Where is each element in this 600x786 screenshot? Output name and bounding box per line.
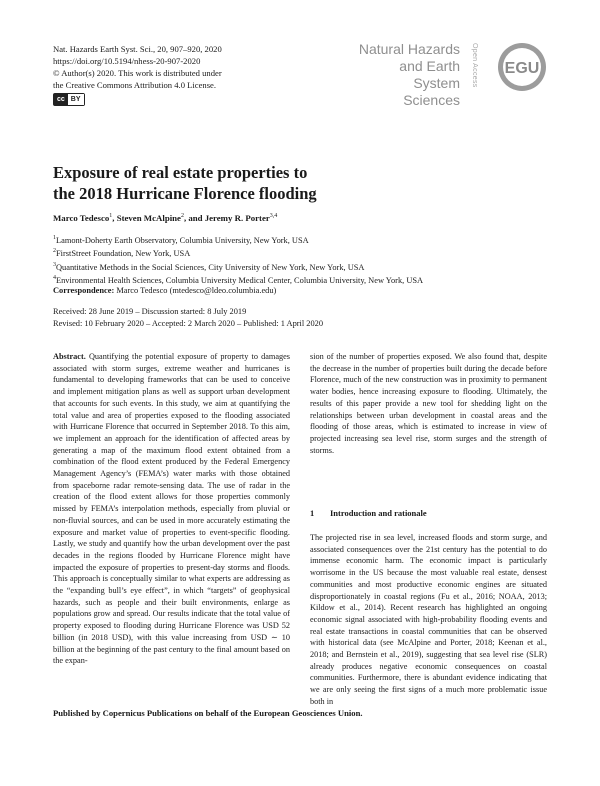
journal-logo (350, 37, 555, 112)
cc-by-badge[interactable] (53, 93, 85, 106)
abstract-text: Quantifying the potential exposure of property to damages associated with storm surges, extreme weather and hurricanes is fundamental to developing frameworks that can be used to conceive and implement mitigation plans as well as support urban development that accounts for such events. In this study, we aim at quantifying the total value and area of properties exposed to the flooding associated with Hurricane Florence that occurred in September 2018. To this aim, we implement an approach for the identification of affected areas by generating a map of the maximum flood extent obtained from a combination of the flood extent produced by the Federal Emergency Management Agency’s (FEMA’s) water marks with those obtained from spaceborne radar remote-sensing data. The use of radar in the creation of the flood extent allows for those properties commonly missed by FEMA’s interpolation methods, especially from pluvial or non-fluvial sources, and can be used in more accurately estimating the exposure and market value of properties to event-specific flooding. Lastly, we study and quantify how the urban development over the past decades in the regions flooded by Hurricane Florence might have impacted the exposure of properties to present-day storms and floods. This approach is conceptually similar to what experts are addressing as the “expanding bull’s eye effect”, in which “targets” of geophysical hazards, such as people and their built environments, enlarge as populations grow and spread. Our results indicate that the total value of property exposed to flooding during Hurricane Florence was USD 52 billion (in 2018 USD), with this value increasing from USD ∼ 10 billion at the beginning of the past century to the final amount based on the expan- (53, 352, 291, 666)
author-separator: , (112, 213, 117, 223)
copyright-line: © Author(s) 2020. This work is distributed under (53, 68, 222, 78)
license-line: the Creative Commons Attribution 4.0 License. (53, 80, 217, 90)
cc-badge-right: BY (68, 94, 84, 105)
author-name: Marco Tedesco (53, 213, 110, 223)
open-access-label: Open Access (471, 43, 478, 88)
doi-link[interactable]: https://doi.org/10.5194/nhess-20-907-2020 (53, 56, 201, 66)
publication-dates (53, 306, 323, 330)
author-affil-ref: 1 (109, 213, 113, 220)
affiliation-item: $^1$Lamont-Doherty Earth Observatory, Columbia University, New York, USA (53, 235, 309, 245)
section-heading (310, 508, 427, 518)
cc-badge-left: cc (54, 94, 68, 105)
abstract-label: Abstract. (53, 352, 86, 361)
author-affil-ref: 3,4 (269, 213, 278, 220)
logo-text (350, 41, 460, 109)
journal-header (53, 43, 222, 106)
affiliation-list (53, 233, 423, 287)
correspondence-label: Correspondence: (53, 286, 115, 295)
section-title: Introduction and rationale (330, 508, 427, 518)
author-name: Jeremy R. Porter (204, 213, 270, 223)
affiliation-item: $^4$Environmental Health Sciences, Columbia University Medical Center, Columbia University, New York, USA (53, 275, 424, 285)
affiliation-item: $^2$FirstStreet Foundation, New York, USA (53, 248, 191, 259)
abstract-paragraph (53, 351, 290, 667)
introduction-column (310, 532, 547, 708)
title-line-2: the 2018 Hurricane Florence flooding (53, 184, 317, 203)
correspondence (53, 286, 276, 295)
section-number: 1 (310, 508, 315, 518)
introduction-text: The projected rise in sea level, increased floods and storm surge, and associated consequences over the 21st century has the potential to do immense economic harm. The economic impact is particularly worrisome in the US because the most valuable real estate, densest communities and most productive economic engines are situated disproportionately in coastal regions (Fu et al., 2016; NOAA, 2013; Kildow et al., 2014). Recent research has highlighted an ongoing economic signal associated with high-probability flooding events and real estate transactions in coastal communities that can be observed with historical data (see McAlpine and Porter, 2018; Keenan et al., 2018; and Bernstein et al., 2019), suggesting that sea level rise (SLR) already produces negative economic consequences on coastal communities. Furthermore, there is abundant evidence indicating that we are only seeing the first signs of a much more problematic issue both in (310, 533, 547, 706)
affiliation-item: $^3$Quantitative Methods in the Social Sciences, City University of New York, New York, USA (53, 261, 365, 272)
egu-logo-text: EGU (504, 60, 540, 77)
abstract-continued-column (310, 351, 547, 456)
dates-line-2: Revised: 10 February 2020 – Accepted: 2 March 2020 – Published: 1 April 2020 (53, 319, 324, 328)
logo-line-2: and Earth System (399, 58, 460, 91)
author-list (53, 213, 277, 223)
logo-line-3: Sciences (403, 92, 460, 108)
author-affil-ref: 2 (180, 213, 184, 220)
paper-title (53, 162, 317, 204)
abstract-continued-text: sion of the number of properties exposed. We also found that, despite the decrease in the number of properties built during the decade before Florence, much of the new construction was in proximity to permanent water bodies, hence increasing exposure to flooding. Ultimately, the results of this paper provide a new tool for shedding light on the relationships between urban development in coastal areas and the flooding of those areas, which is estimated to increase in view of projected increasing sea level rise, storm surges and the strength of storms. (310, 352, 547, 455)
title-line-1: Exposure of real estate properties to (53, 163, 308, 182)
author-separator: , and (183, 213, 205, 223)
author-name: Steven McAlpine (116, 213, 181, 223)
journal-citation: Nat. Hazards Earth Syst. Sci., 20, 907–920, 2020 (53, 44, 222, 54)
egu-logo-icon (491, 41, 553, 93)
correspondence-email[interactable]: Marco Tedesco (mtedesco@ldeo.columbia.edu) (116, 286, 277, 295)
abstract-column (53, 351, 290, 667)
publisher-footer: Published by Copernicus Publications on behalf of the European Geosciences Union. (53, 708, 363, 718)
dates-line-1: Received: 28 June 2019 – Discussion started: 8 July 2019 (53, 307, 247, 316)
logo-line-1: Natural Hazards (358, 41, 460, 57)
